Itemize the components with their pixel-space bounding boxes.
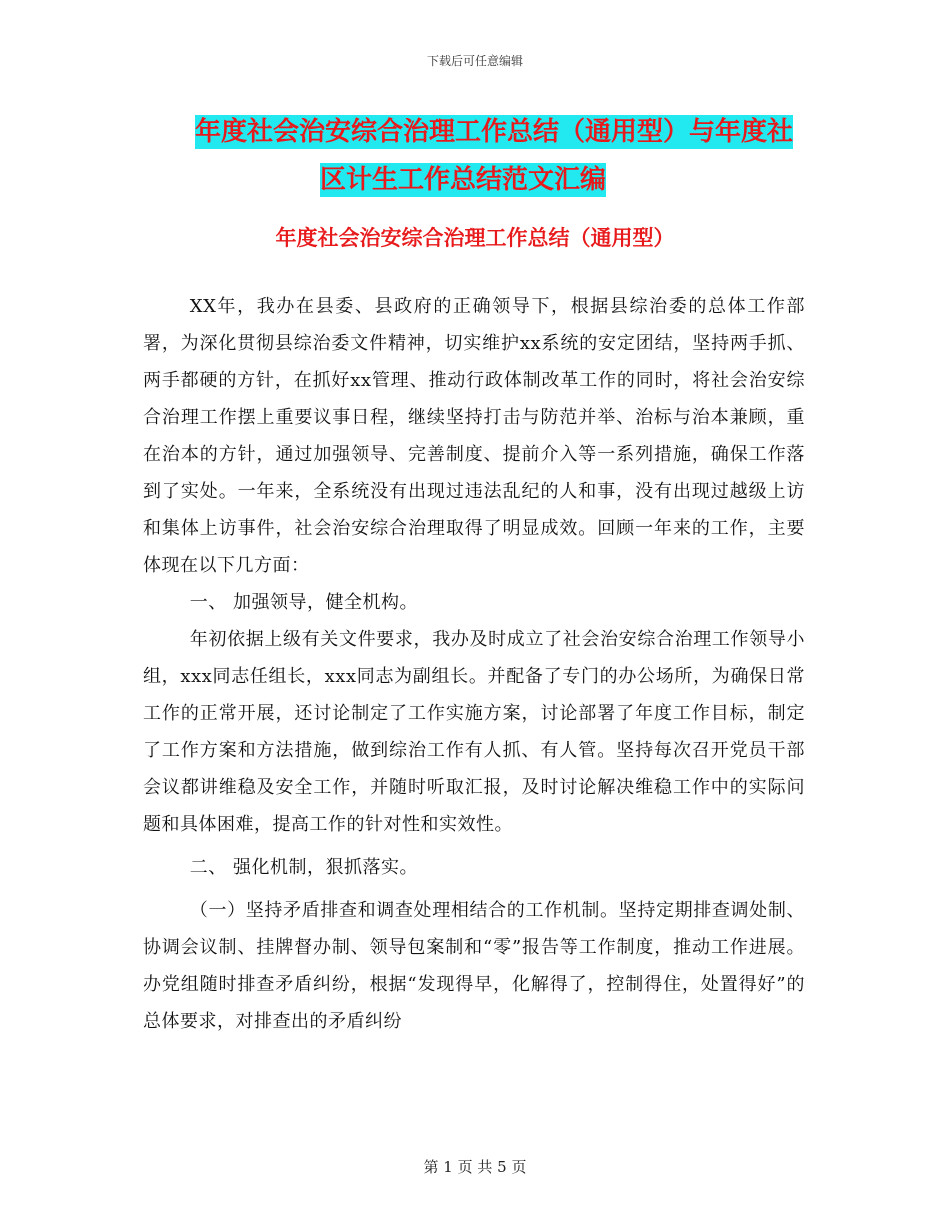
paragraph-section-2-1: （一）坚持矛盾排查和调查处理相结合的工作机制。坚持定期排查调处制、协调会议制、挂牌督办制、领导包案制和“零”报告等工作制度，推动工作进展。办党组随时排查矛盾纠纷，根据“发现得早，化解得了，控制得住，处置得好”的总体要求，对排查出的矛盾纠纷	[143, 900, 805, 1032]
heading-section-1: 一、 加强领导，健全机构。	[189, 592, 419, 613]
header-note: 下载后可任意编辑	[426, 54, 523, 68]
paragraph-intro: XX年，我办在县委、县政府的正确领导下，根据县综治委的总体工作部署，为深化贯彻县综治委文件精神，切实维护xx系统的安定团结，坚持两手抓、两手都硬的方针，在抓好xx管理、推动行政体制改革工作的同时，将社会治安综合治理工作摆上重要议事日程，继续坚持打击与防范并举、治标与治本兼顾，重在治本的方针，通过加强领导、完善制度、提前介入等一系列措施，确保工作落到了实处。一年来，全系统没有出现过违法乱纪的人和事，没有出现过越级上访和集体上访事件，社会治安综合治理取得了明显成效。回顾一年来的工作，主要体现在以下几方面：	[143, 296, 805, 576]
paragraph-section-1: 年初依据上级有关文件要求，我办及时成立了社会治安综合治理工作领导小组，xxx同志任组长，xxx同志为副组长。并配备了专门的办公场所，为确保日常工作的正常开展，还讨论制定了工作实施方案，讨论部署了年度工作目标，制定了工作方案和方法措施，做到综治工作有人抓、有人管。坚持每次召开党员干部会议都讲维稳及安全工作，并随时听取汇报，及时讨论解决维稳工作中的实际问题和具体困难，提高工作的针对性和实效性。	[143, 629, 805, 835]
document-title	[145, 108, 825, 204]
heading-section-2: 二、 强化机制，狠抓落实。	[189, 857, 419, 878]
title-line-1	[145, 108, 825, 156]
title-line-2	[145, 156, 825, 204]
section-title: 年度社会治安综合治理工作总结（通用型）	[275, 226, 675, 250]
document-body	[143, 288, 805, 1040]
page-footer: 第 1 页 共 5 页	[423, 1158, 527, 1176]
title-line-1-text: 年度社会治安综合治理工作总结（通用型）与年度社	[195, 117, 794, 147]
title-line-2-text: 区计生工作总结范文汇编	[320, 165, 607, 195]
